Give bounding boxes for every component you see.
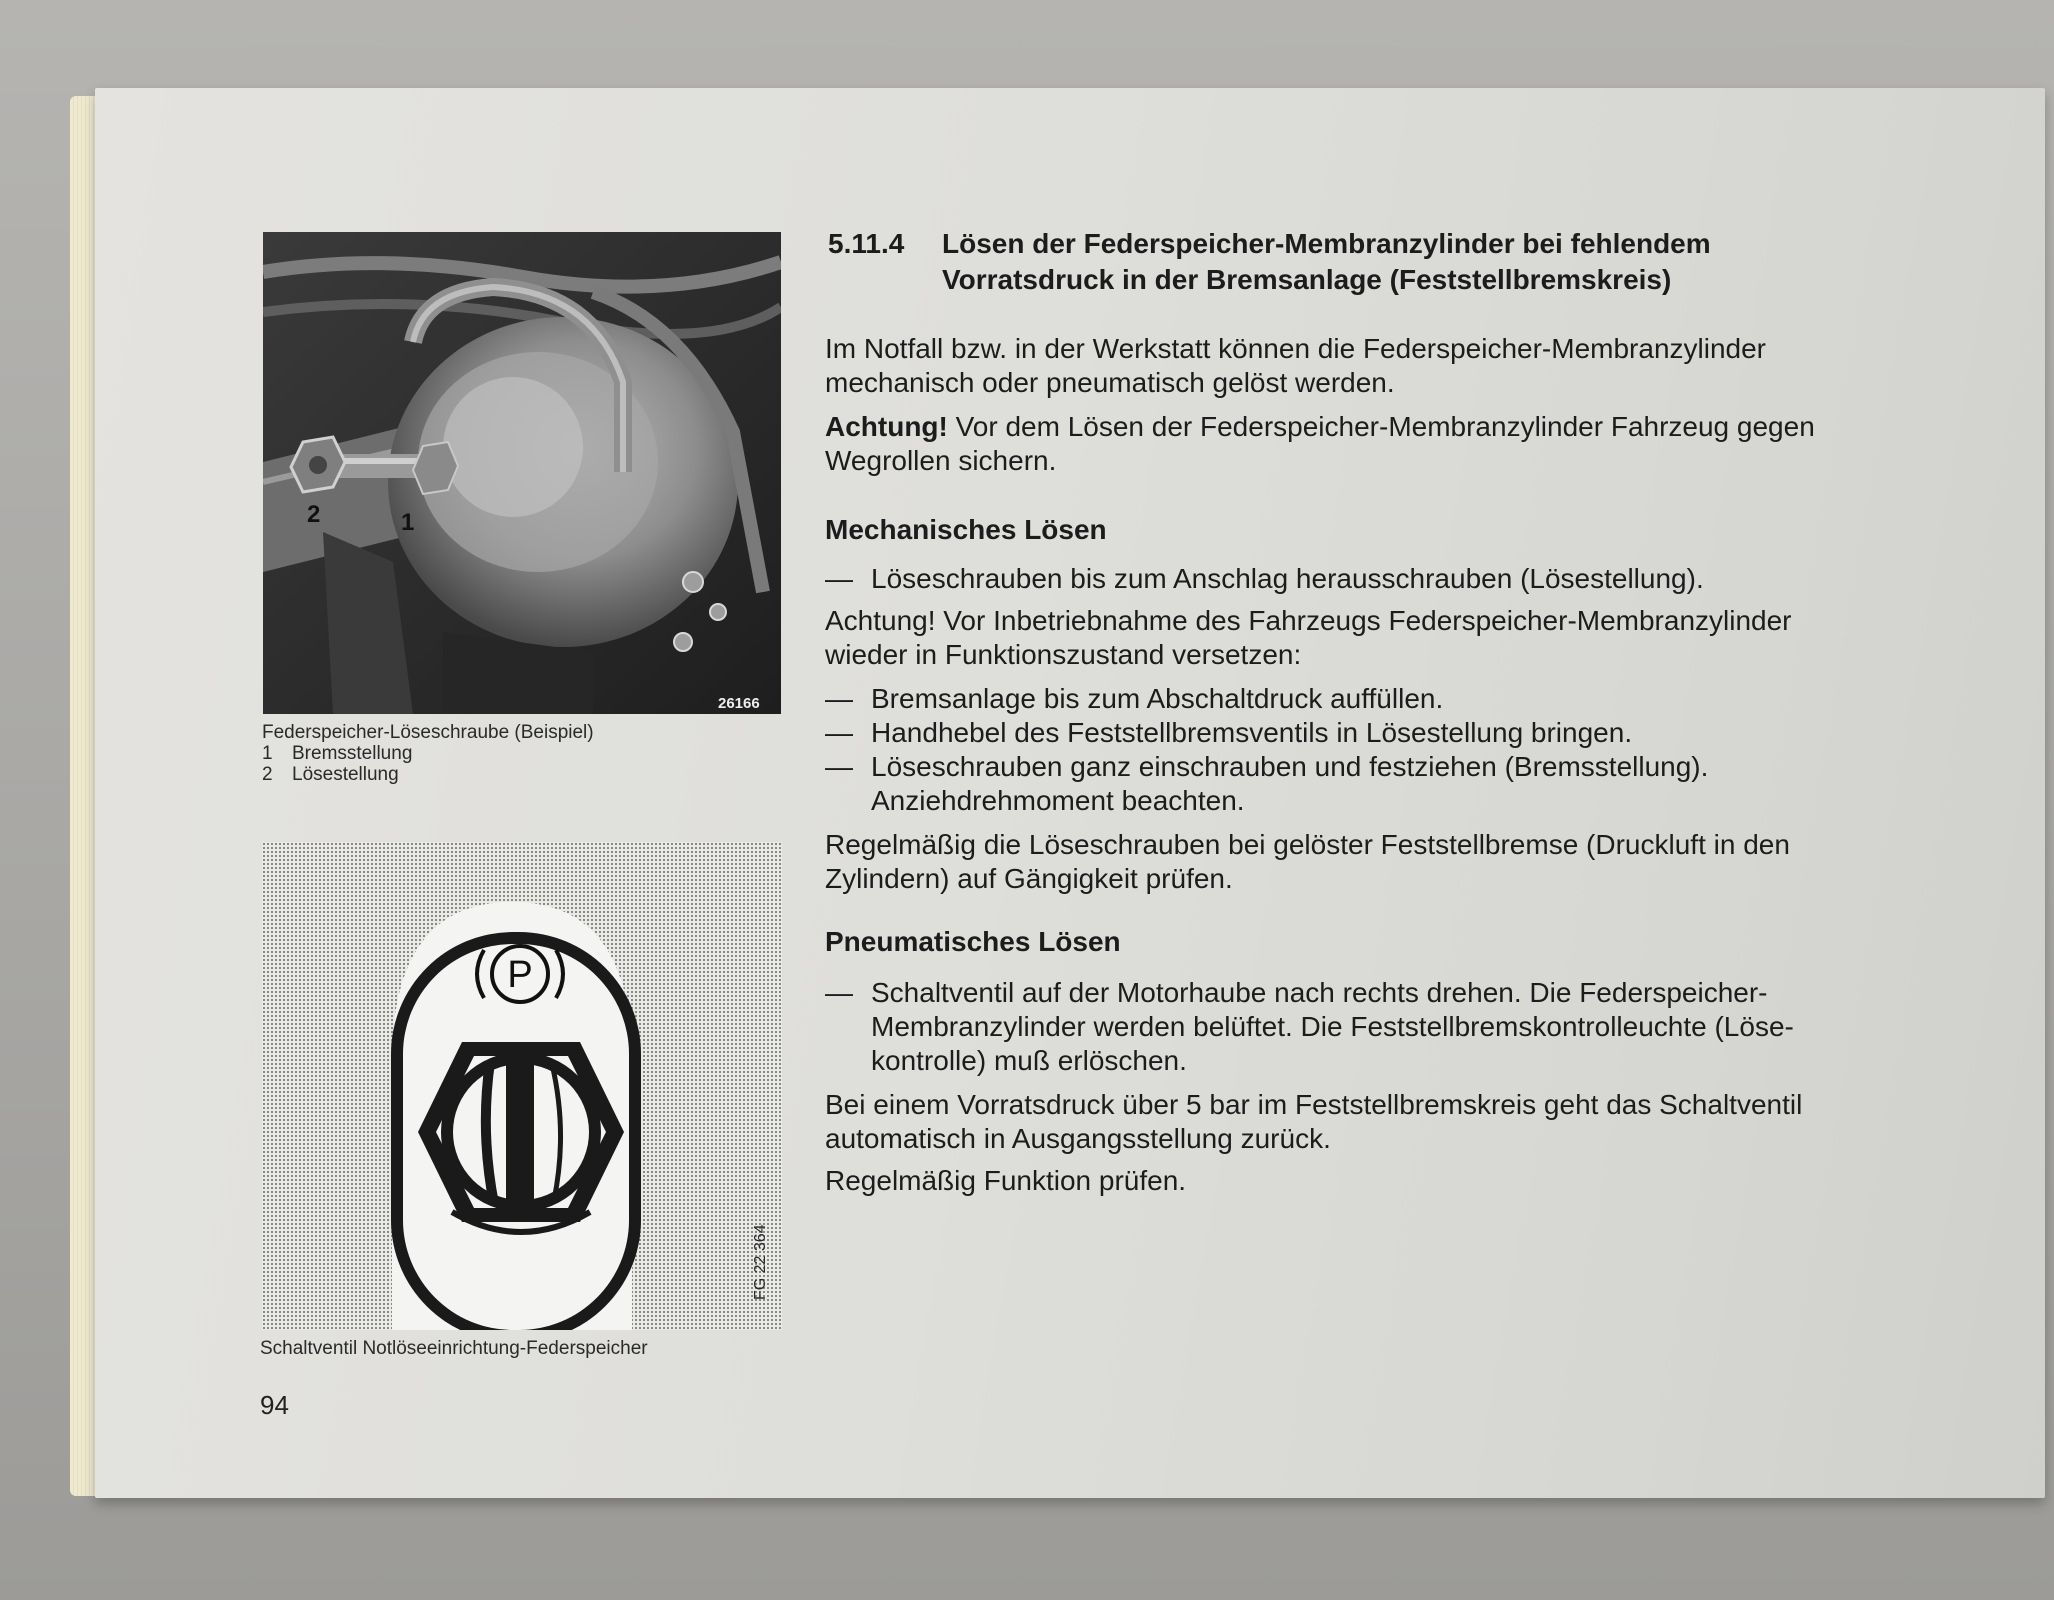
section-number: 5.11.4 <box>828 228 905 259</box>
mechanical-warning: Achtung! Vor Inbetriebnahme des Fahrzeugs Federspeicher-Membranzylinder wieder in Funktionszustand versetzen: <box>825 605 1792 670</box>
figure1-caption-item: 1 Bremsstellung <box>262 743 413 764</box>
figure1-caption-item: 2 Lösestellung <box>262 764 399 785</box>
svg-text:P: P <box>507 954 533 996</box>
page-number: 94 <box>260 1390 289 1420</box>
callout-2-label: 2 <box>307 501 321 528</box>
pneumatic-final: Regelmäßig Funktion prüfen. <box>825 1165 1187 1196</box>
mechanical-check: Regelmäßig die Löseschrauben bei gelöster Feststellbremse (Druckluft in den Zylindern) auf Gängigkeit prüfen. <box>825 829 1790 894</box>
brake-cylinder-photo <box>263 232 781 714</box>
figure2-caption: Schaltventil Notlöseeinrichtung-Federspeicher <box>260 1338 648 1359</box>
switch-valve-illustration <box>262 842 782 1330</box>
intro-paragraph: Im Notfall bzw. in der Werkstatt können die Federspeicher-Membranzylinder mechanisch oder pneumatisch gelöst werden. <box>825 333 1766 398</box>
pneumatic-note: Bei einem Vorratsdruck über 5 bar im Feststellbremskreis geht das Schaltventil automatisch in Ausgangsstellung zurück. <box>825 1089 1803 1154</box>
photo-number: 26166 <box>718 695 760 712</box>
callout-1-label: 1 <box>401 509 415 536</box>
valve-handle <box>506 1060 534 1208</box>
figure1-caption: Federspeicher-Löseschraube (Beispiel) <box>262 722 594 743</box>
warning-paragraph: Achtung! Vor dem Lösen der Federspeicher-Membranzylinder Fahrzeug gegen Wegrollen sichern. <box>825 411 1815 476</box>
mechanical-heading: Mechanisches Lösen <box>825 514 1107 545</box>
warning-label: Achtung! <box>825 411 948 442</box>
pneumatic-heading: Pneumatisches Lösen <box>825 926 1121 957</box>
figure2-code: FG 22 364 <box>752 1224 769 1300</box>
section-title: Lösen der Federspeicher-Membranzylinder bei fehlendem Vorratsdruck in der Bremsanlage (Feststellbremskreis) <box>942 228 1711 295</box>
